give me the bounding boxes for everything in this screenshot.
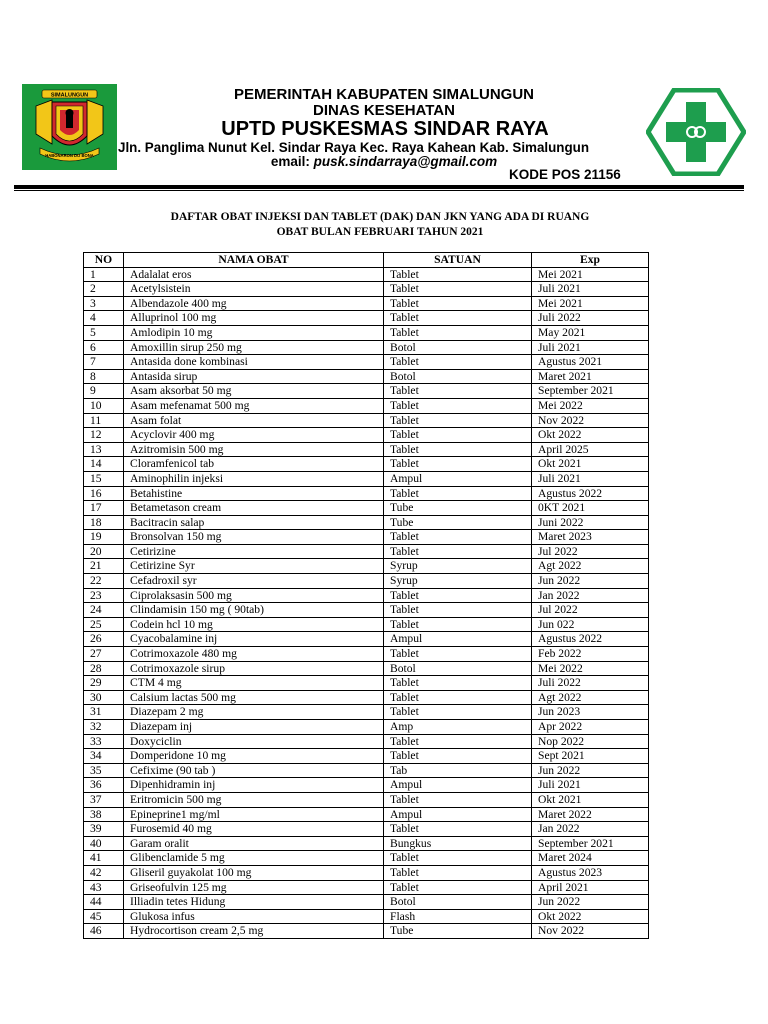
cell-medicine-name: CTM 4 mg — [124, 676, 384, 691]
cell-no: 24 — [84, 603, 124, 618]
cell-expiry: Agustus 2023 — [532, 865, 649, 880]
cell-no: 14 — [84, 457, 124, 472]
cell-no: 33 — [84, 734, 124, 749]
cell-no: 19 — [84, 530, 124, 545]
table-row — [84, 398, 649, 413]
table-row — [84, 486, 649, 501]
cell-unit: Ampul — [384, 471, 532, 486]
cell-medicine-name: Cotrimoxazole sirup — [124, 661, 384, 676]
cell-unit: Tablet — [384, 734, 532, 749]
cell-expiry: Maret 2023 — [532, 530, 649, 545]
cell-no: 23 — [84, 588, 124, 603]
cell-unit: Tablet — [384, 822, 532, 837]
cell-unit: Tablet — [384, 413, 532, 428]
table-row — [84, 515, 649, 530]
table-row — [84, 851, 649, 866]
cell-medicine-name: Asam folat — [124, 413, 384, 428]
cell-expiry: Mei 2022 — [532, 661, 649, 676]
cell-no: 28 — [84, 661, 124, 676]
table-row — [84, 340, 649, 355]
table-row — [84, 369, 649, 384]
cell-unit: Tablet — [384, 325, 532, 340]
cell-unit: Tablet — [384, 676, 532, 691]
cell-medicine-name: Cefadroxil syr — [124, 574, 384, 589]
table-row — [84, 836, 649, 851]
table-row — [84, 676, 649, 691]
cell-medicine-name: Albendazole 400 mg — [124, 296, 384, 311]
cell-medicine-name: Acetylsistein — [124, 282, 384, 297]
header-divider-thick — [14, 185, 744, 189]
cell-medicine-name: Asam aksorbat 50 mg — [124, 384, 384, 399]
cell-unit: Botol — [384, 661, 532, 676]
cell-expiry: Agustus 2021 — [532, 355, 649, 370]
table-row — [84, 559, 649, 574]
cell-unit: Tab — [384, 763, 532, 778]
cell-no: 45 — [84, 909, 124, 924]
cell-expiry: Juni 2022 — [532, 515, 649, 530]
cell-medicine-name: Griseofulvin 125 mg — [124, 880, 384, 895]
cell-no: 5 — [84, 325, 124, 340]
cell-expiry: Nov 2022 — [532, 413, 649, 428]
table-row — [84, 778, 649, 793]
cell-medicine-name: Eritromicin 500 mg — [124, 792, 384, 807]
cell-unit: Syrup — [384, 559, 532, 574]
cell-unit: Tablet — [384, 457, 532, 472]
cell-expiry: Juli 2021 — [532, 471, 649, 486]
cell-no: 2 — [84, 282, 124, 297]
cell-medicine-name: Doxyciclin — [124, 734, 384, 749]
cell-unit: Tablet — [384, 851, 532, 866]
table-row — [84, 909, 649, 924]
table-row — [84, 311, 649, 326]
cell-expiry: Jun 022 — [532, 617, 649, 632]
table-row — [84, 588, 649, 603]
cell-unit: Amp — [384, 720, 532, 735]
cell-medicine-name: Gliseril guyakolat 100 mg — [124, 865, 384, 880]
header-institution: UPTD PUSKESMAS SINDAR RAYA — [221, 118, 549, 140]
email-address: pusk.sindarraya@gmail.com — [313, 154, 498, 169]
cell-unit: Tablet — [384, 603, 532, 618]
table-row — [84, 267, 649, 282]
cell-medicine-name: Furosemid 40 mg — [124, 822, 384, 837]
cell-unit: Tablet — [384, 749, 532, 764]
cell-unit: Tablet — [384, 398, 532, 413]
cell-no: 17 — [84, 501, 124, 516]
table-row — [84, 895, 649, 910]
cell-no: 37 — [84, 792, 124, 807]
table-row — [84, 690, 649, 705]
cell-expiry: Sept 2021 — [532, 749, 649, 764]
cell-no: 25 — [84, 617, 124, 632]
cell-no: 6 — [84, 340, 124, 355]
table-row — [84, 617, 649, 632]
cell-expiry: Juli 2021 — [532, 340, 649, 355]
cell-expiry: Jul 2022 — [532, 603, 649, 618]
cell-unit: Tube — [384, 515, 532, 530]
cell-no: 43 — [84, 880, 124, 895]
cell-medicine-name: Antasida done kombinasi — [124, 355, 384, 370]
cell-medicine-name: Epineprine1 mg/ml — [124, 807, 384, 822]
cell-medicine-name: Cotrimoxazole 480 mg — [124, 647, 384, 662]
cell-no: 13 — [84, 442, 124, 457]
document-title-line1: DAFTAR OBAT INJEKSI DAN TABLET (DAK) DAN JKN YANG ADA DI RUANG — [170, 211, 590, 223]
cell-no: 16 — [84, 486, 124, 501]
cell-unit: Tablet — [384, 530, 532, 545]
email-label: email: — [270, 154, 310, 169]
cell-expiry: Jan 2022 — [532, 822, 649, 837]
cell-expiry: Maret 2022 — [532, 807, 649, 822]
table-row — [84, 384, 649, 399]
cell-expiry: Agt 2022 — [532, 690, 649, 705]
cell-no: 32 — [84, 720, 124, 735]
cell-unit: Tablet — [384, 282, 532, 297]
header-divider-thin — [14, 190, 744, 191]
cell-medicine-name: Diazepam inj — [124, 720, 384, 735]
cell-no: 1 — [84, 267, 124, 282]
cell-no: 21 — [84, 559, 124, 574]
cell-no: 42 — [84, 865, 124, 880]
cell-expiry: Jan 2022 — [532, 588, 649, 603]
table-row — [84, 457, 649, 472]
cell-unit: Tablet — [384, 544, 532, 559]
cell-unit: Ampul — [384, 778, 532, 793]
cell-unit: Syrup — [384, 574, 532, 589]
cell-unit: Tablet — [384, 384, 532, 399]
table-row — [84, 647, 649, 662]
table-row — [84, 355, 649, 370]
column-header-exp: Exp — [532, 253, 649, 268]
table-row — [84, 544, 649, 559]
cell-expiry: Juli 2021 — [532, 778, 649, 793]
table-row — [84, 734, 649, 749]
cell-unit: Tablet — [384, 486, 532, 501]
cell-medicine-name: Bronsolvan 150 mg — [124, 530, 384, 545]
cell-no: 26 — [84, 632, 124, 647]
header-address: Jln. Panglima Nunut Kel. Sindar Raya Kec. Raya Kahean Kab. Simalungun — [118, 140, 590, 155]
cell-no: 38 — [84, 807, 124, 822]
header-email-line — [0, 154, 768, 169]
table-row — [84, 428, 649, 443]
cell-medicine-name: Cefixime (90 tab ) — [124, 763, 384, 778]
cell-no: 41 — [84, 851, 124, 866]
cell-no: 15 — [84, 471, 124, 486]
cell-medicine-name: Cloramfenicol tab — [124, 457, 384, 472]
cell-no: 44 — [84, 895, 124, 910]
cell-no: 31 — [84, 705, 124, 720]
cell-expiry: Juli 2021 — [532, 282, 649, 297]
cell-unit: Tablet — [384, 267, 532, 282]
table-row — [84, 763, 649, 778]
table-body — [84, 267, 649, 938]
cell-expiry: Jun 2022 — [532, 574, 649, 589]
cell-medicine-name: Hydrocortison cream 2,5 mg — [124, 924, 384, 939]
cell-expiry: Feb 2022 — [532, 647, 649, 662]
cell-expiry: Apr 2022 — [532, 720, 649, 735]
cell-no: 36 — [84, 778, 124, 793]
cell-unit: Tablet — [384, 880, 532, 895]
crest-top-text: SIMALUNGUN — [50, 92, 89, 99]
table-row — [84, 632, 649, 647]
table-row — [84, 705, 649, 720]
cell-expiry: Juli 2022 — [532, 311, 649, 326]
cell-no: 9 — [84, 384, 124, 399]
cell-expiry: Nop 2022 — [532, 734, 649, 749]
column-header-no: NO — [84, 253, 124, 268]
cell-expiry: May 2021 — [532, 325, 649, 340]
table-row — [84, 822, 649, 837]
cell-no: 18 — [84, 515, 124, 530]
table-row — [84, 574, 649, 589]
cell-expiry: Okt 2022 — [532, 428, 649, 443]
cell-no: 12 — [84, 428, 124, 443]
cell-medicine-name: Glukosa infus — [124, 909, 384, 924]
cell-expiry: Mei 2021 — [532, 296, 649, 311]
cell-no: 29 — [84, 676, 124, 691]
table-header-row — [84, 253, 649, 268]
cell-unit: Ampul — [384, 807, 532, 822]
cell-expiry: Maret 2021 — [532, 369, 649, 384]
document-title-line2: OBAT BULAN FEBRUARI TAHUN 2021 — [276, 226, 484, 238]
cell-medicine-name: Antasida sirup — [124, 369, 384, 384]
cell-unit: Tablet — [384, 428, 532, 443]
cell-expiry: September 2021 — [532, 384, 649, 399]
table-row — [84, 471, 649, 486]
cell-unit: Tube — [384, 501, 532, 516]
cell-no: 39 — [84, 822, 124, 837]
cell-no: 22 — [84, 574, 124, 589]
table-row — [84, 924, 649, 939]
cell-expiry: Jun 2022 — [532, 763, 649, 778]
table-row — [84, 413, 649, 428]
cell-no: 11 — [84, 413, 124, 428]
cell-medicine-name: Dipenhidramin inj — [124, 778, 384, 793]
cell-no: 30 — [84, 690, 124, 705]
header-department: DINAS KESEHATAN — [313, 102, 455, 119]
crest-bottom-text: HABONARON DO BONA — [45, 153, 94, 158]
cell-no: 34 — [84, 749, 124, 764]
cell-unit: Tablet — [384, 617, 532, 632]
cell-no: 7 — [84, 355, 124, 370]
header-postcode: KODE POS 21156 — [509, 167, 621, 182]
cell-expiry: Mei 2022 — [532, 398, 649, 413]
table-row — [84, 442, 649, 457]
cell-medicine-name: Amoxillin sirup 250 mg — [124, 340, 384, 355]
cell-expiry: Okt 2022 — [532, 909, 649, 924]
table-row — [84, 661, 649, 676]
cell-no: 46 — [84, 924, 124, 939]
cell-expiry: Agt 2022 — [532, 559, 649, 574]
cell-medicine-name: Aminophilin injeksi — [124, 471, 384, 486]
table-row — [84, 865, 649, 880]
cell-expiry: April 2021 — [532, 880, 649, 895]
cell-medicine-name: Garam oralit — [124, 836, 384, 851]
cell-unit: Tablet — [384, 311, 532, 326]
cell-medicine-name: Glibenclamide 5 mg — [124, 851, 384, 866]
table-row — [84, 792, 649, 807]
cell-medicine-name: Domperidone 10 mg — [124, 749, 384, 764]
cell-no: 3 — [84, 296, 124, 311]
table-row — [84, 282, 649, 297]
cell-unit: Botol — [384, 369, 532, 384]
cell-unit: Tablet — [384, 355, 532, 370]
cell-medicine-name: Cyacobalamine inj — [124, 632, 384, 647]
cell-medicine-name: Betahistine — [124, 486, 384, 501]
column-header-name: NAMA OBAT — [124, 253, 384, 268]
cell-unit: Tablet — [384, 647, 532, 662]
cell-unit: Tablet — [384, 792, 532, 807]
cell-expiry: Jun 2022 — [532, 895, 649, 910]
cell-unit: Botol — [384, 340, 532, 355]
cell-expiry: Okt 2021 — [532, 792, 649, 807]
cell-medicine-name: Clindamisin 150 mg ( 90tab) — [124, 603, 384, 618]
cell-no: 8 — [84, 369, 124, 384]
cell-expiry: September 2021 — [532, 836, 649, 851]
cell-medicine-name: Illiadin tetes Hidung — [124, 895, 384, 910]
cell-medicine-name: Cetirizine Syr — [124, 559, 384, 574]
cell-no: 27 — [84, 647, 124, 662]
cell-expiry: April 2025 — [532, 442, 649, 457]
cell-expiry: Juli 2022 — [532, 676, 649, 691]
cell-medicine-name: Alluprinol 100 mg — [124, 311, 384, 326]
cell-unit: Tablet — [384, 705, 532, 720]
cell-medicine-name: Azitromisin 500 mg — [124, 442, 384, 457]
header-government: PEMERINTAH KABUPATEN SIMALUNGUN — [234, 86, 534, 103]
cell-no: 10 — [84, 398, 124, 413]
cell-unit: Tablet — [384, 865, 532, 880]
cell-expiry: Nov 2022 — [532, 924, 649, 939]
table-row — [84, 749, 649, 764]
cell-expiry: Agustus 2022 — [532, 632, 649, 647]
cell-expiry: Jun 2023 — [532, 705, 649, 720]
cell-medicine-name: Diazepam 2 mg — [124, 705, 384, 720]
cell-expiry: Agustus 2022 — [532, 486, 649, 501]
cell-medicine-name: Amlodipin 10 mg — [124, 325, 384, 340]
cell-unit: Ampul — [384, 632, 532, 647]
cell-expiry: Mei 2021 — [532, 267, 649, 282]
table-row — [84, 296, 649, 311]
cell-unit: Tablet — [384, 588, 532, 603]
column-header-unit: SATUAN — [384, 253, 532, 268]
table-row — [84, 720, 649, 735]
cell-expiry: 0KT 2021 — [532, 501, 649, 516]
table-row — [84, 501, 649, 516]
table-row — [84, 880, 649, 895]
cell-medicine-name: Bacitracin salap — [124, 515, 384, 530]
cell-unit: Tablet — [384, 296, 532, 311]
cell-unit: Flash — [384, 909, 532, 924]
table-row — [84, 530, 649, 545]
cell-unit: Botol — [384, 895, 532, 910]
cell-no: 40 — [84, 836, 124, 851]
cell-no: 4 — [84, 311, 124, 326]
table-row — [84, 603, 649, 618]
cell-no: 20 — [84, 544, 124, 559]
cell-unit: Tablet — [384, 442, 532, 457]
table-row — [84, 325, 649, 340]
cell-expiry: Okt 2021 — [532, 457, 649, 472]
cell-expiry: Jul 2022 — [532, 544, 649, 559]
table-row — [84, 807, 649, 822]
cell-unit: Tablet — [384, 690, 532, 705]
cell-medicine-name: Ciprolaksasin 500 mg — [124, 588, 384, 603]
cell-medicine-name: Calsium lactas 500 mg — [124, 690, 384, 705]
cell-medicine-name: Acyclovir 400 mg — [124, 428, 384, 443]
cell-medicine-name: Betametason cream — [124, 501, 384, 516]
cell-unit: Tube — [384, 924, 532, 939]
cell-unit: Bungkus — [384, 836, 532, 851]
cell-medicine-name: Asam mefenamat 500 mg — [124, 398, 384, 413]
cell-medicine-name: Codein hcl 10 mg — [124, 617, 384, 632]
cell-expiry: Maret 2024 — [532, 851, 649, 866]
cell-no: 35 — [84, 763, 124, 778]
cell-medicine-name: Cetirizine — [124, 544, 384, 559]
cell-medicine-name: Adalalat eros — [124, 267, 384, 282]
medicine-table — [83, 252, 649, 939]
